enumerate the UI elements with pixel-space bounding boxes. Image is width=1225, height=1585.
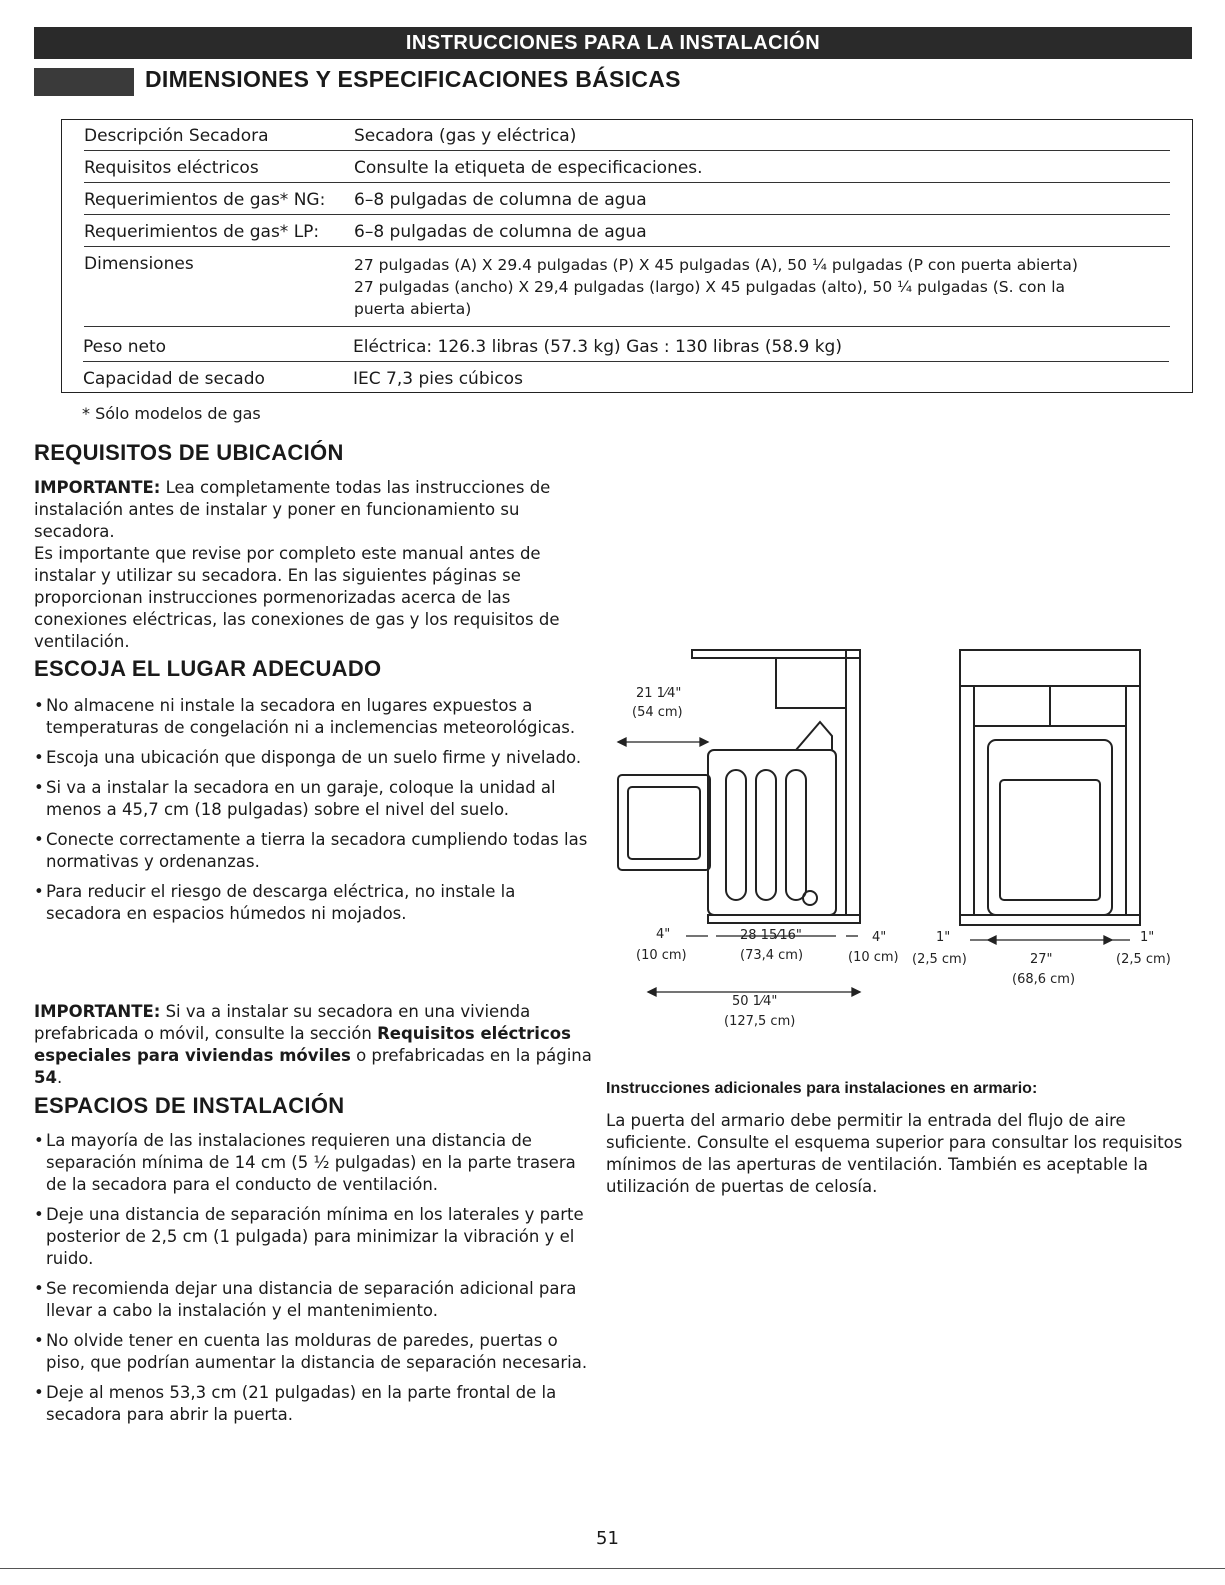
spec-label: Peso neto (83, 337, 167, 357)
spec-row (83, 369, 1169, 391)
important-text: Lea completamente todas las instrucciones de instalación antes de instalar y poner en funcionamiento su secadora. (34, 478, 551, 541)
requisitos-text: Es importante que revise por completo este manual antes de instalar y utilizar su secadora. En las siguientes páginas se proporcionan instrucciones pormenorizadas acerca de las conexiones eléctricas, las conexiones de gas y los requisitos de ventilación. (34, 544, 560, 651)
floor-base (708, 915, 860, 923)
dim-label: (2,5 cm) (1116, 952, 1171, 967)
dim-label: (73,4 cm) (740, 948, 804, 963)
spec-row (84, 190, 1170, 215)
dim-label: (10 cm) (636, 948, 687, 963)
page-banner: INSTRUCCIONES PARA LA INSTALACIÓN (34, 27, 1192, 59)
spec-row (84, 222, 1170, 247)
important-label: IMPORTANTE: (34, 478, 161, 497)
section-title: DIMENSIONES Y ESPECIFICACIONES BÁSICAS (145, 66, 681, 92)
list-item: • Escoja una ubicación que disponga de un suelo firme y nivelado. (34, 747, 594, 769)
spec-value: 6–8 pulgadas de columna de agua (354, 222, 647, 242)
spec-value-line: 27 pulgadas (ancho) X 29,4 pulgadas (largo) X 45 pulgadas (alto), 50 ¼ pulgadas (S. con la (354, 278, 1066, 296)
list-item: • Si va a instalar la secadora en un garaje, coloque la unidad al menos a 45,7 cm (18 pulgadas) sobre el nivel del suelo. (34, 777, 594, 821)
list-item: • Conecte correctamente a tierra la secadora cumpliendo todas las normativas y ordenanzas. (34, 829, 594, 873)
dim-label: (10 cm) (848, 950, 899, 965)
dim-label: 4" (656, 927, 671, 942)
dim-label: 1" (1140, 930, 1155, 945)
spec-value: 6–8 pulgadas de columna de agua (354, 190, 647, 210)
escoja-list (34, 695, 594, 933)
armario-title: Instrucciones adicionales para instalaciones en armario: (606, 1080, 1038, 1097)
requisitos-paragraph (34, 477, 594, 543)
armario-text: La puerta del armario debe permitir la entrada del flujo de aire suficiente. Consulte el esquema superior para consultar los requisitos mínimos de las aperturas de ventilación. También es aceptable la utilización de puertas de celosía. (606, 1111, 1183, 1196)
dim-label: 21 1⁄4" (636, 686, 682, 701)
page-bottom-rule (0, 1568, 1225, 1569)
spec-value: IEC 7,3 pies cúbicos (353, 369, 523, 389)
page-reference: 54 (34, 1068, 57, 1087)
list-item: • Deje al menos 53,3 cm (21 pulgadas) en la parte frontal de la secadora para abrir la puerta. (34, 1382, 594, 1426)
list-item: • Deje una distancia de separación mínima en los laterales y parte posterior de 2,5 cm (1 pulgada) para minimizar la vibración y el ruido. (34, 1204, 594, 1270)
spec-label: Requerimientos de gas* NG: (84, 190, 326, 210)
drum-rib (786, 770, 806, 900)
spec-label: Dimensiones (84, 254, 194, 274)
dim-label: (2,5 cm) (912, 952, 967, 967)
dim-label: 27" (1030, 952, 1053, 967)
dryer-front (988, 740, 1112, 915)
footnote: * Sólo modelos de gas (82, 404, 261, 423)
heading-espacios: ESPACIOS DE INSTALACIÓN (34, 1093, 345, 1118)
important-label: IMPORTANTE: (34, 1002, 161, 1021)
spec-value (354, 254, 1170, 320)
heading-escoja: ESCOJA EL LUGAR ADECUADO (34, 656, 382, 681)
spec-label: Requisitos eléctricos (84, 158, 259, 178)
escoja-important (34, 1001, 594, 1089)
dim-label: 50 1⁄4" (732, 994, 778, 1009)
spec-label: Descripción Secadora (84, 126, 269, 146)
list-item: • Para reducir el riesgo de descarga eléctrica, no instale la secadora en espacios húmedos ni mojados. (34, 881, 594, 925)
section-marker (34, 68, 134, 96)
spec-row (84, 254, 1170, 327)
list-item: • Se recomienda dejar una distancia de separación adicional para llevar a cabo la instalación y el mantenimiento. (34, 1278, 594, 1322)
dim-label: 28 15⁄16" (740, 928, 802, 943)
dim-label: (127,5 cm) (724, 1014, 796, 1029)
dim-label: (68,6 cm) (1012, 972, 1076, 987)
cabinet-side (776, 658, 846, 708)
drum-rib (756, 770, 776, 900)
list-item: • No almacene ni instale la secadora en lugares expuestos a temperaturas de congelación ni a inclemencias meteorológicas. (34, 695, 594, 739)
arrow-icon (700, 738, 708, 746)
door-window (628, 787, 700, 859)
installation-diagram (600, 640, 1200, 1040)
cabinet-top (692, 650, 860, 658)
heading-requisitos: REQUISITOS DE UBICACIÓN (34, 440, 344, 465)
spec-row (84, 126, 1170, 151)
espacios-list (34, 1130, 594, 1434)
dryer-door-open (618, 775, 710, 870)
spec-value: Secadora (gas y eléctrica) (354, 126, 577, 146)
arrow-icon (1104, 936, 1112, 944)
important-text: o prefabricadas en la página (350, 1046, 592, 1065)
closet-base (960, 915, 1140, 925)
list-item: • La mayoría de las instalaciones requieren una distancia de separación mínima de 14 cm (5 ½ pulgadas) en la parte trasera de la secadora para el conducto de ventilación. (34, 1130, 594, 1196)
important-end: . (56, 1068, 63, 1087)
important-text: Si va a instalar su secadora en una vivienda prefabricada o móvil, consulte la sección (34, 1002, 531, 1043)
dryer-door-front (1000, 780, 1100, 900)
arrow-icon (852, 988, 860, 996)
control-panel (796, 722, 832, 750)
arrow-icon (618, 738, 626, 746)
spec-label: Requerimientos de gas* LP: (84, 222, 320, 242)
page-number: 51 (596, 1528, 619, 1549)
drum-rib (726, 770, 746, 900)
spec-value-line: puerta abierta) (354, 300, 472, 318)
dryer-vent (803, 891, 817, 905)
spec-value-line: 27 pulgadas (A) X 29.4 pulgadas (P) X 45 pulgadas (A), 50 ¼ pulgadas (P con puerta abierta) (354, 256, 1078, 274)
important-bold: Requisitos eléctricos especiales para viviendas móviles (34, 1024, 571, 1065)
arrow-icon (988, 936, 996, 944)
list-item: • No olvide tener en cuenta las molduras de paredes, puertas o piso, que podrían aumentar la distancia de separación necesaria. (34, 1330, 594, 1374)
dim-label: 4" (872, 930, 887, 945)
dim-label: 1" (936, 930, 951, 945)
spec-label: Capacidad de secado (83, 369, 265, 389)
dim-label: (54 cm) (632, 705, 683, 720)
spec-row (83, 337, 1169, 362)
spec-row (84, 158, 1170, 183)
spec-value: Consulte la etiqueta de especificaciones. (354, 158, 703, 178)
spec-value: Eléctrica: 126.3 libras (57.3 kg) Gas : 130 libras (58.9 kg) (353, 337, 842, 357)
arrow-icon (648, 988, 656, 996)
